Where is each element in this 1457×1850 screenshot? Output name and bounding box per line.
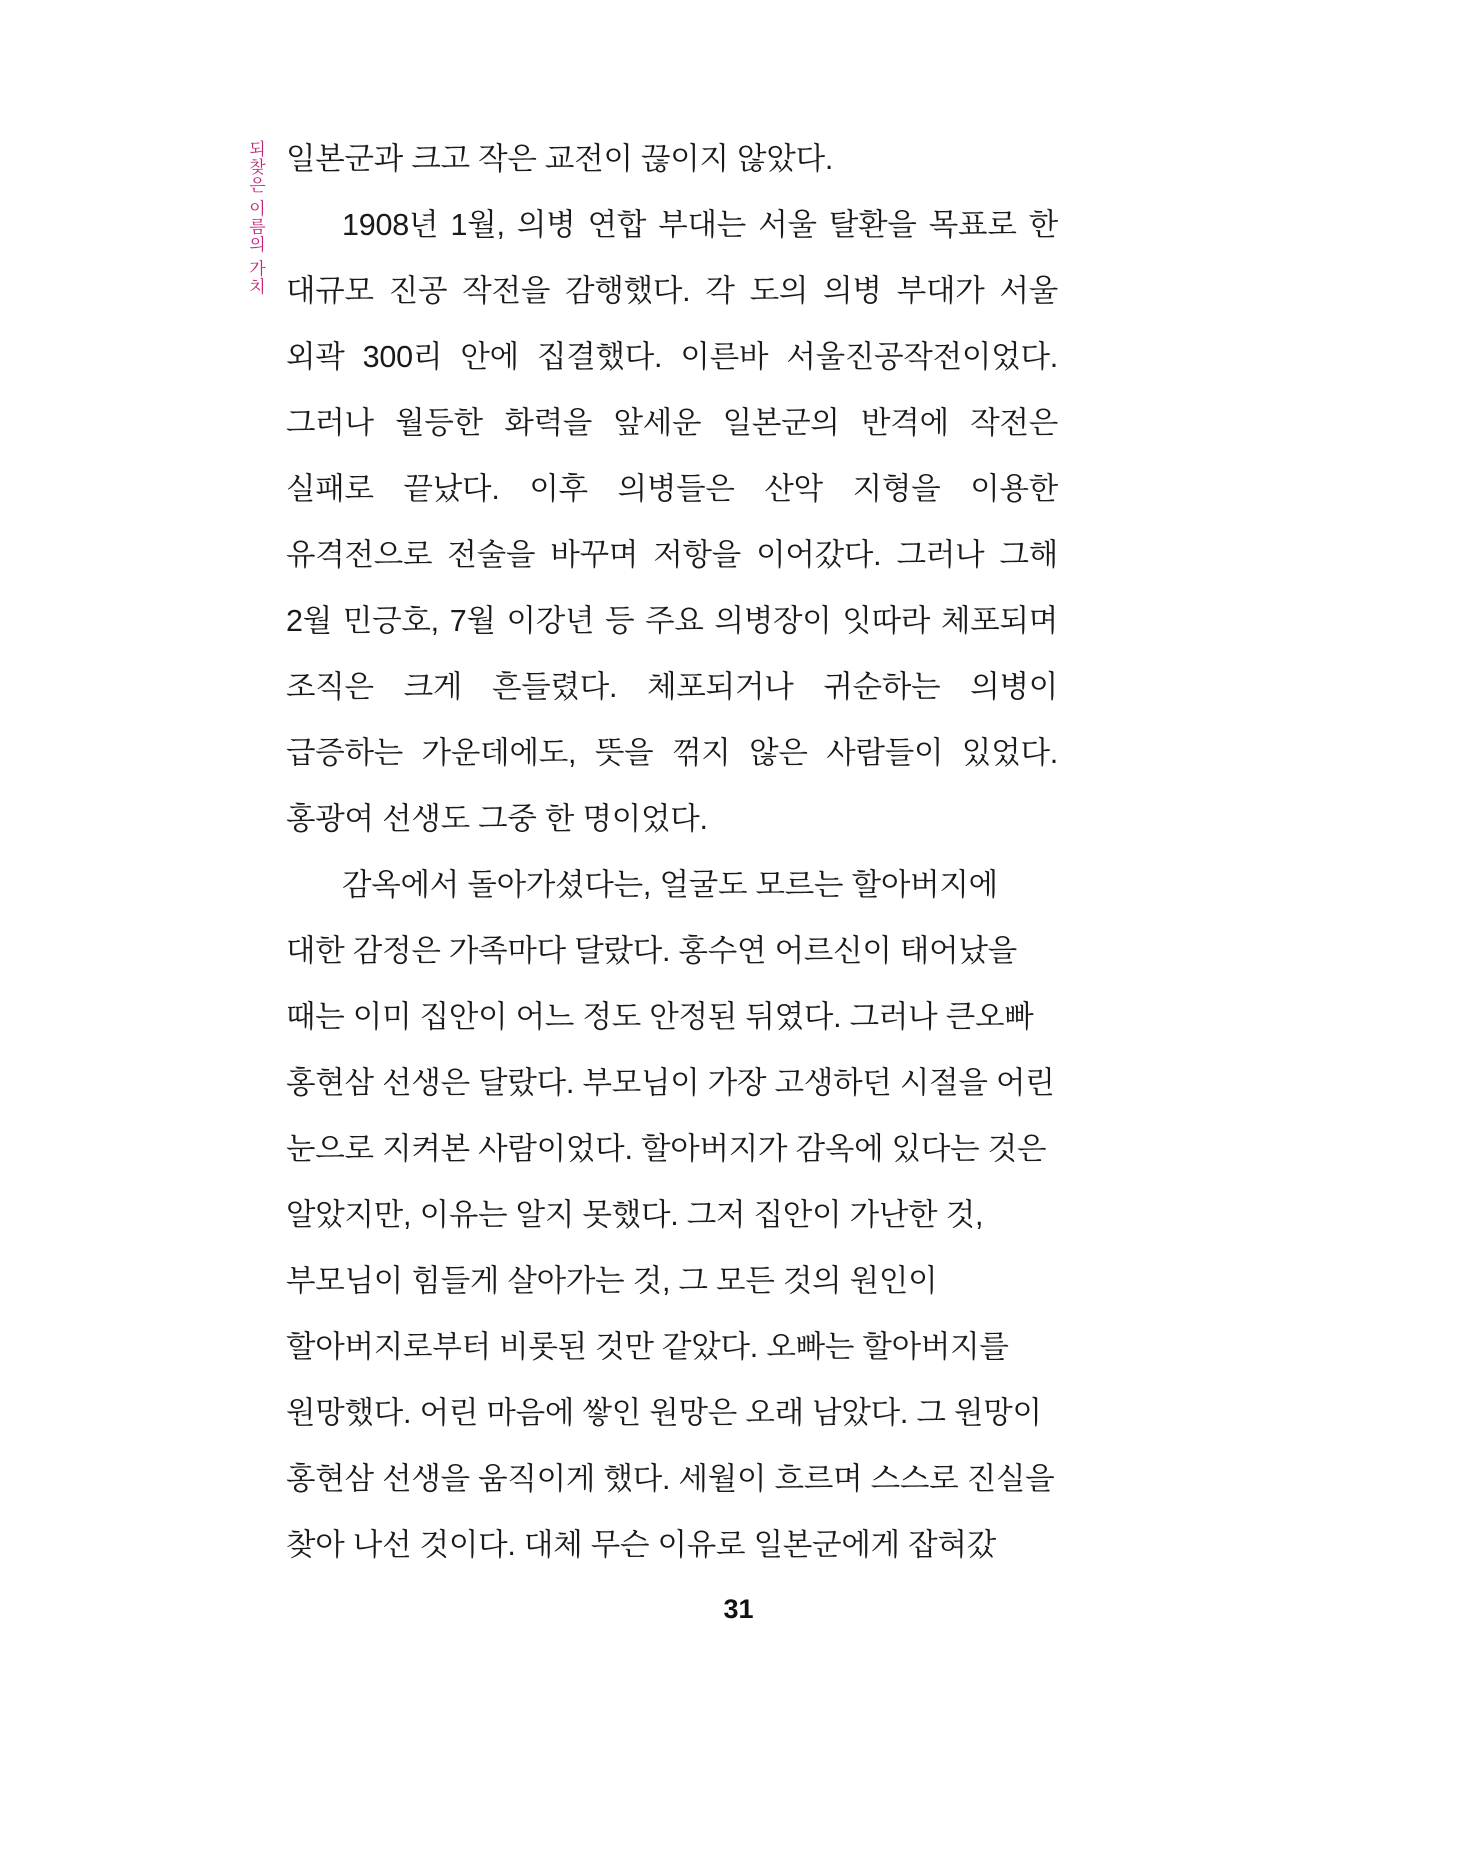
page-number: 31 bbox=[723, 1594, 754, 1624]
paragraph: 감옥에서 돌아가셨다는, 얼굴도 모르는 할아버지에 대한 감정은 가족마다 달랐다. 홍수연 어르신이 태어났을 때는 이미 집안이 어느 정도 안정된 뒤였다. 그러나 큰오빠 홍현삼 선생은 달랐다. 부모님이 가장 고생하던 시절을 어린 눈으로 지켜본 사람이었다. 할아버지가 감옥에 있다는 것은 알았지만, 이유는 알지 못했다. 그저 집안이 가난한 것, 부모님이 힘들게 살아가는 것, 그 모든 것의 원인이 할아버지로부터 비롯된 것만 같았다. 오빠는 할아버지를 원망했다. 어린 마음에 쌓인 원망은 오래 남았다. 그 원망이 홍현삼 선생을 움직이게 했다. 세월이 흐르며 스스로 진실을 찾아 나선 것이다. 대체 무슨 이유로 일본군에게 잡혀갔 bbox=[286, 868, 1055, 1562]
page-body bbox=[286, 126, 1058, 1578]
running-head: 되찾은 이름의 가치 bbox=[246, 140, 265, 296]
paragraph: 1908년 1월, 의병 연합 부대는 서울 탈환을 목표로 한 대규모 진공 작전을 감행했다. 각 도의 의병 부대가 서울 외곽 300리 안에 집결했다. 이른바 서울진공작전이었다. 그러나 월등한 화력을 앞세운 일본군의 반격에 작전은 실패로 끝났다. 이후 의병들은 산악 지형을 이용한 유격전으로 전술을 바꾸며 저항을 이어갔다. 그러나 그해 2월 민긍호, 7월 이강년 등 주요 의병장이 잇따라 체포되며 조직은 크게 흔들렸다. 체포되거나 귀순하는 의병이 급증하는 가운데에도, 뜻을 꺾지 않은 사람들이 있었다. 홍광여 선생도 그중 한 명이었다. bbox=[286, 208, 1058, 836]
paragraph: 일본군과 크고 작은 교전이 끊이지 않았다. bbox=[286, 142, 834, 176]
